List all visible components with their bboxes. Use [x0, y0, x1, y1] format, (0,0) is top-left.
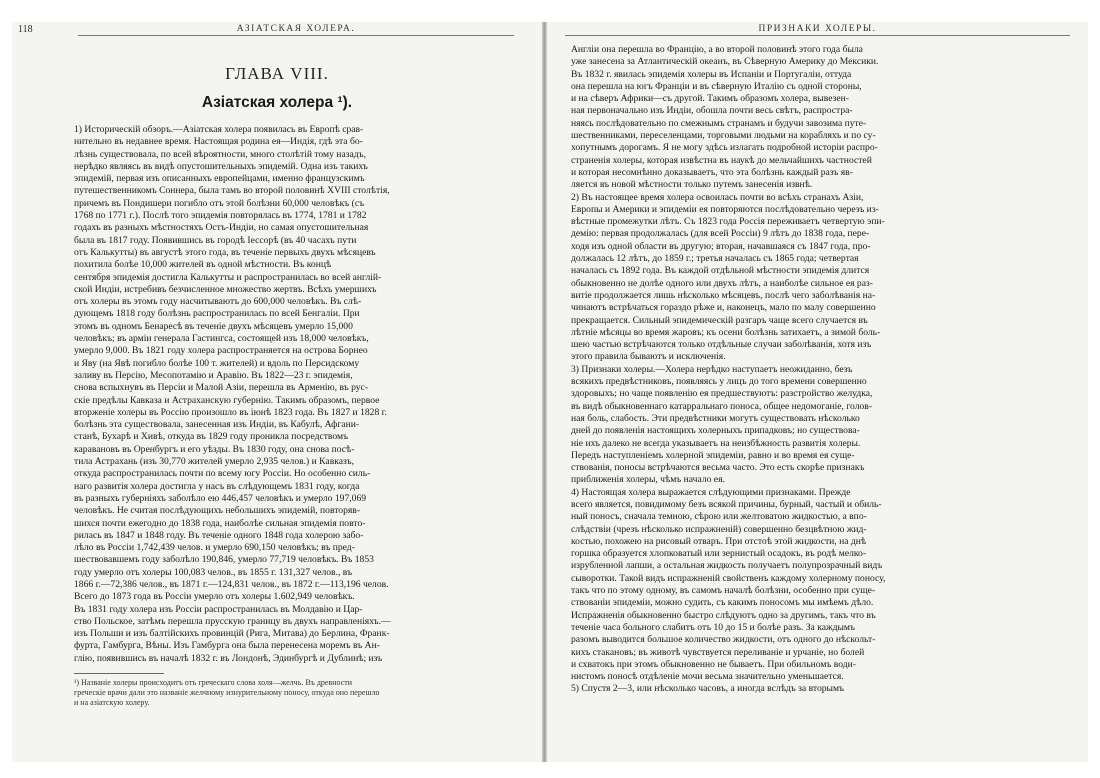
text-line: нительно въ недавнее время. Настоящая родина ея—Индія, гдѣ эта бо-	[74, 136, 363, 148]
text-line: вѣстные промежутки лѣтъ. Съ 1823 года Россія переживаетъ четвертую эпи-	[571, 216, 885, 228]
text-line: кихъ стакановъ; въ животѣ чувствуется переливаніе и урчаніе, но болей	[571, 646, 865, 658]
text-line: году умерло отъ холеры 100,083 челов., въ 1855 г. 131,327 челов., въ	[74, 566, 353, 578]
text-line: изрубленной лапши, а остальная жидкость получаетъ полупрозрачный видъ	[571, 560, 883, 572]
text-line: нерѣдко являясь въ видѣ опустошительныхъ эпидемій. Одна изъ такихъ	[74, 160, 368, 172]
text-line: должалась 12 лѣтъ, до 1859 г.; третья началась съ 1865 года; четвертая	[571, 253, 859, 265]
text-line: похитила болѣе 10,000 жителей въ одной мѣстности. Въ концѣ	[74, 259, 332, 271]
text-line: 1) Историческій обзоръ.—Азіатская холера появилась въ Европѣ срав-	[74, 124, 364, 135]
text-line: 5) Спустя 2—3, или нѣсколько часовъ, а иногда вслѣдъ за вторымъ	[571, 683, 845, 695]
text-line: человѣкъ; въ арміи генерала Гастингса, состоящей изъ 18,000 человѣкъ,	[74, 333, 369, 345]
text-line: лѣзнь существовала, по всей вѣроятности, много столѣтій тому назадъ,	[74, 148, 366, 160]
text-line: костью, похожею на рисовый отваръ. При отстоѣ этой жидкости, на днѣ	[571, 535, 867, 547]
text-line: и которая несомнѣнно доказываетъ, что эта болѣзнь каждый разъ яв-	[571, 166, 853, 178]
text-line: нистомъ поносѣ отдѣленіе мочи весьма значительно уменьшается.	[571, 671, 844, 683]
text-line: ная боль, слабость. Эти предвѣстники могутъ существовать нѣсколько	[571, 412, 860, 424]
text-line: 4) Настоящая холера выражается слѣдующими признаками. Прежде	[571, 486, 851, 498]
text-line: греческіе врачи дали это названіе желчному изнурительному поносу, откуда оно перешло	[74, 688, 380, 698]
text-line: ляется въ новой мѣстности только путемъ занесенія извнѣ.	[571, 179, 813, 191]
text-line: ской Индіи, истребивъ безчисленное множество жертвъ. Всѣхъ умершихъ	[74, 283, 377, 295]
text-line: ходя изъ одной области въ другую; вторая, начавшаяся съ 1847 года, про-	[571, 240, 871, 252]
text-line: лѣло въ Россіи 1,742,439 челов. и умерло 690,150 человѣкъ; въ пред-	[74, 542, 355, 554]
left-running-head-text: АЗІАТСКАЯ ХОЛЕРА.	[236, 24, 356, 34]
text-line: умерло 9,000. Въ 1821 году холера распространяется на острова Борнео	[74, 345, 368, 357]
right-page	[547, 22, 1088, 762]
text-line: каравановъ въ Оренбургъ и его уѣзды. Въ 1830 году, она снова посѣ-	[74, 443, 355, 455]
text-line: уже занесена за Атлантическій океанъ, въ Сѣверную Америку до Мексики.	[571, 56, 879, 68]
text-line: шихся почти ежегодно до 1838 года, наиболѣе сильная эпидемія повто-	[74, 517, 366, 529]
text-line: откуда распространилась почти по всему югу Россіи. Но особенно силь-	[74, 468, 371, 480]
text-line: шествовавшемъ году заболѣло 190,846, умерло 77,719 человѣкъ. Въ 1853	[74, 554, 374, 566]
text-line: лѣтніе мѣсяцы во время жаровъ; къ осени болѣзнь затихаетъ, а зимой боль-	[571, 326, 881, 338]
text-line: снова вспыхнувъ въ Персіи и Малой Азіи, перешла въ Арменію, въ рус-	[74, 382, 369, 394]
text-line: изъ Польши и изъ балтійскихъ провинцій (Рига, Митава) до Берлина, Франк-	[74, 628, 390, 640]
text-line: въ разныхъ губерніяхъ заболѣло ею 446,457 человѣкъ и умерло 197,069	[74, 492, 367, 504]
text-line: Въ 1831 году холера изъ Россіи распространилась въ Молдавію и Цар-	[74, 603, 363, 615]
text-line: фурта, Гамбурга, Вѣны. Изъ Гамбурга она была перенесена моремъ въ Ан-	[74, 640, 380, 652]
text-line: Европы и Америки и эпидеміи ея повторяются послѣдовательно черезъ из-	[571, 203, 879, 215]
text-line: этомъ въ одномъ Бенаресѣ въ теченіе двухъ мѣсяцевъ умерло 15,000	[74, 320, 353, 332]
footnote	[74, 673, 518, 708]
text-line: путешественникомъ Соннера, была тамъ во второй половинѣ XVIII столѣтія,	[74, 185, 390, 197]
text-line: ніе ихъ далеко не всегда указываетъ на неизбѣжность развитія холеры.	[571, 437, 861, 449]
book-spread	[12, 22, 1088, 762]
text-line: всего является, повидимому безъ всякой причины, бурный, частый и обиль-	[571, 498, 882, 510]
text-line: сентября эпидемія достигла Калькутты и распространилась во всей англій-	[74, 271, 382, 283]
left-body-text	[74, 124, 518, 665]
text-line: была въ 1817 году. Появившись въ городѣ Іессорѣ (въ 40 часахъ пути	[74, 234, 357, 246]
text-line: Передъ наступленіемъ холерной эпидеміи, равно и во время ея суще-	[571, 449, 855, 461]
text-line: чинаютъ встрѣчаться гораздо рѣже и, наконецъ, мало по малу совершенно	[571, 302, 876, 314]
chapter-title: Азіатская холера ¹).	[201, 94, 353, 111]
text-line: ¹) Названіе холеры происходитъ отъ греческаго слова холя—желчь. Въ древности	[74, 678, 353, 688]
text-line: заливу въ Персію, Месопотамію и Аравію. Въ 1822—23 г. эпидемія,	[74, 369, 353, 381]
text-line: этого правила бываютъ и исключенія.	[571, 351, 726, 363]
text-line: няясь послѣдовательно по смежнымъ странамъ и будучи завозима путе-	[571, 117, 867, 129]
text-line: хопутнымъ дорогамъ. Я не могу здѣсь излагать подробной исторіи распро-	[571, 142, 878, 154]
text-line: обыкновенно не долѣе одного или двухъ лѣтъ, а наиболѣе сильное ея раз-	[571, 277, 873, 289]
text-line: причемъ въ Пондишери погибло отъ этой болѣзни 60,000 человѣкъ (съ	[74, 197, 365, 209]
text-line: ная первоначально изъ Индіи, обошла почти весь свѣтъ, распростра-	[571, 105, 853, 117]
right-body-text	[571, 44, 1066, 696]
text-line: ствованіи эпидеміи, можно судить, съ какимъ поносомъ мы имѣемъ дѣло.	[571, 597, 874, 609]
text-line: слѣдствіи (чрезъ нѣсколько испражненій) совершенно безцвѣтною жид-	[571, 523, 867, 535]
text-line: ство Польское, затѣмъ перешла прусскую границу въ двухъ направленіяхъ.—	[74, 615, 391, 627]
text-line: и схватокъ при этомъ обыкновенно не бываетъ. При обильномъ води-	[571, 658, 856, 670]
left-page	[12, 22, 542, 762]
footnote-rule	[74, 673, 164, 674]
text-line: тила Астрахань (изъ 30,770 жителей умерло 2,935 челов.) и Кавказъ,	[74, 456, 354, 468]
text-line: горшка образуется хлопковатый или зернистый осадокъ, въ родѣ мелко-	[571, 548, 867, 560]
left-running-head	[18, 24, 514, 36]
text-line: отъ Калькутты) въ августѣ этого года, въ теченіе первыхъ двухъ мѣсяцевъ	[74, 246, 376, 258]
text-line: демію: первая продолжалась (для всей Россіи) 9 лѣтъ до 1838 года, пере-	[571, 228, 870, 240]
text-line: страненія холеры, которая извѣстна въ наукѣ до мельчайшихъ частностей	[571, 154, 872, 166]
text-line: и на сѣверъ Африки—съ другой. Такимъ образомъ холера, вывезен-	[571, 93, 849, 105]
text-line: и Яву (на Явѣ погибло болѣе 100 т. жителей) и вдоль по Персидскому	[74, 357, 360, 369]
text-line: ный поносъ, сначала темною, сѣрою или желтоватою жидкостью, а впо-	[571, 511, 867, 523]
text-line: витіе продолжается лишь нѣсколько мѣсяцевъ, послѣ чего заболѣванія на-	[571, 289, 876, 301]
text-line: скіе предѣлы Кавказа и Астраханскую губернію. Такимъ образомъ, первое	[74, 394, 380, 406]
text-line: станѣ, Бухарѣ и Хивѣ, откуда въ 1829 году проникла посредствомъ	[74, 431, 349, 443]
text-line: Испражненія обыкновенно быстро слѣдуютъ одно за другимъ, такъ что въ	[571, 609, 876, 621]
text-line: ствованія, поносы встрѣчаются весьма часто. Это есть скорѣе признакъ	[571, 462, 865, 474]
text-line: дующемъ 1818 году болѣзнь распространилась по всей Бенгаліи. При	[74, 308, 360, 320]
text-line: наго развитія холера достигла у насъ въ слѣдующемъ 1831 году, когда	[74, 480, 360, 492]
text-line: 2) Въ настоящее время холера освоилась почти во всѣхъ странахъ Азіи,	[571, 191, 864, 203]
text-line: сыворотки. Такой видъ испражненій свойственъ каждому холерному поносу,	[571, 572, 886, 584]
page-number: 118	[18, 24, 33, 35]
text-line: вторженіе холеры въ Россію произошло въ іюнѣ 1823 года. Въ 1827 и 1828 г.	[74, 406, 387, 418]
text-line: шею частью встрѣчаются только отдѣльные случаи заболѣванія, хотя изъ	[571, 339, 872, 351]
text-line: прекращается. Сильный эпидемическій разгаръ чаще всего случается въ	[571, 314, 868, 326]
text-line: разомъ выводится большое количество жидкости, отъ одного до нѣскольт-	[571, 634, 876, 646]
text-line: 1866 г.—72,386 челов., въ 1871 г.—124,831 челов., въ 1872 г.—113,196 челов.	[74, 578, 389, 590]
text-line: теченіе часа больного слабитъ отъ 10 до 15 и болѣе разъ. За каждымъ	[571, 621, 855, 633]
text-line: человѣкъ. Не считая послѣдующихъ небольшихъ эпидемій, повторяв-	[74, 505, 361, 517]
text-line: 3) Признаки холеры.—Холера нерѣдко наступаетъ неожиданно, безъ	[571, 363, 853, 375]
text-line: приближенія холеры, чѣмъ начало ея.	[571, 474, 725, 486]
right-running-head: ПРИЗНАКИ ХОЛЕРЫ.	[565, 24, 1070, 36]
text-line: началась съ 1892 года. Въ каждой отдѣльной мѣстности эпидемія длится	[571, 265, 870, 277]
text-line: Всего до 1873 года въ Россіи умерло отъ холеры 1.602,949 человѣкъ.	[74, 591, 355, 603]
chapter-heading: ГЛАВА VIII.	[225, 64, 329, 83]
text-line: дней до появленія настоящихъ холерныхъ припадковъ; но существова-	[571, 425, 860, 437]
text-line: Въ 1832 г. явилась эпидемія холеры въ Испаніи и Португаліи, оттуда	[571, 68, 852, 80]
text-line: болѣзнь эта существовала, занесенная изъ Индіи, въ Кабулѣ, Афгани-	[74, 419, 360, 431]
text-line: и на азіатскую холеру.	[74, 698, 150, 708]
text-line: она перешла на югъ Франціи и въ сѣверную Италію съ одной стороны,	[571, 80, 862, 92]
text-line: годахъ въ разныхъ мѣстностяхъ Остъ-Индіи, но самая опустошительная	[74, 222, 369, 234]
text-line: эпидемій, первая изъ описанныхъ европейцами, именно французскимъ	[74, 173, 365, 185]
text-line: въ видѣ обыкновеннаго катарральнаго поноса, общее недомоганіе, голов-	[571, 400, 873, 412]
text-line: Англіи она перешла во Францію, а во второй половинѣ этого года была	[571, 44, 863, 55]
text-line: глію, появившись въ началѣ 1832 г. въ Лондонѣ, Эдинбургѣ и Дублинѣ; изъ	[74, 652, 383, 664]
text-line: отъ холеры въ этомъ году насчитываютъ до 600,000 человѣкъ. Въ слѣ-	[74, 296, 362, 308]
text-line: рилась въ 1847 и 1848 году. Въ теченіе одного 1848 года холерою забо-	[74, 529, 364, 541]
text-line: шественниками, переселенцами, торговыми людьми на корабляхъ и по су-	[571, 130, 876, 142]
text-line: такъ что по этому одному, въ самомъ началѣ болѣзни, особенно при суще-	[571, 585, 876, 597]
text-line: 1768 по 1771 г.). Послѣ того эпидемія повторялась въ 1774, 1781 и 1782	[74, 210, 367, 222]
text-line: всякихъ предвѣстниковъ, появляясь у лицъ до того времени совершенно	[571, 376, 867, 388]
text-line: здоровыхъ; но чаще появленію ея предшествуютъ: разстройство желудка,	[571, 388, 873, 400]
